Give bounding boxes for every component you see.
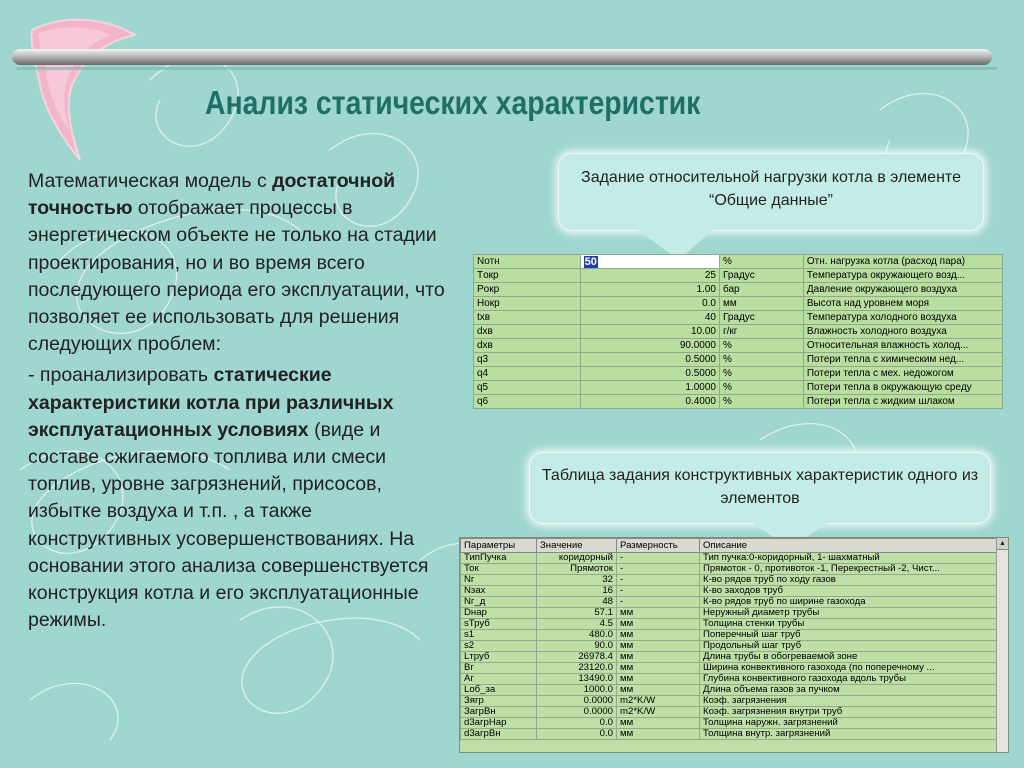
value-cell[interactable]: 26978.4 — [537, 652, 617, 663]
param-cell[interactable]: Nг — [461, 575, 537, 586]
column-header[interactable]: Размерность — [617, 539, 700, 553]
table-row[interactable] — [474, 367, 1003, 381]
value-cell[interactable]: 90.0 — [537, 641, 617, 652]
unit-cell[interactable]: % — [720, 255, 804, 269]
param-cell[interactable]: Lтруб — [461, 652, 537, 663]
table-row[interactable] — [461, 575, 997, 586]
param-cell[interactable]: ЗагрВн — [461, 707, 537, 718]
description-cell[interactable]: Неружный диаметр трубы — [700, 608, 997, 619]
unit-cell[interactable]: - — [617, 575, 700, 586]
value-cell[interactable]: 90.0000 — [580, 339, 719, 353]
table-row[interactable] — [474, 269, 1003, 283]
unit-cell[interactable]: мм — [617, 652, 700, 663]
param-cell[interactable]: sТруб — [461, 619, 537, 630]
description-cell[interactable]: Относительная влажность холод... — [803, 339, 1002, 353]
unit-cell[interactable]: мм — [617, 674, 700, 685]
unit-cell[interactable]: мм — [617, 641, 700, 652]
paragraph-model: Математическая модель с достаточной точностью отображает процессы в энергетическом объекте не только на стадии проектирования, но и во время всего последующего периода его эксплуатации, что позволяет ее использовать для решения следующих проблем: — [28, 170, 445, 356]
bold-accuracy: достаточной точностью — [28, 170, 396, 220]
unit-cell[interactable]: г/кг — [720, 325, 804, 339]
param-cell[interactable]: s2 — [461, 641, 537, 652]
description-cell[interactable]: Прямоток - 0, противоток -1, Перекрестный -2, Чист... — [700, 564, 997, 575]
value-cell[interactable]: 1.0000 — [580, 381, 719, 395]
vertical-scrollbar[interactable] — [996, 538, 1008, 752]
description-cell[interactable]: Высота над уровнем моря — [803, 297, 1002, 311]
description-cell[interactable]: К-во заходов труб — [700, 586, 997, 597]
unit-cell[interactable]: мм — [617, 630, 700, 641]
general-data-table — [473, 254, 1003, 409]
value-cell[interactable]: 1000.0 — [537, 685, 617, 696]
unit-cell[interactable]: % — [720, 339, 804, 353]
param-cell[interactable]: Tокр — [474, 269, 581, 283]
param-cell[interactable]: ТипПучка — [461, 553, 537, 564]
param-cell[interactable]: s1 — [461, 630, 537, 641]
callout-relative-load-text: Задание относительной нагрузки котла в элементе “Общие данные” — [581, 169, 961, 209]
param-cell[interactable]: Ток — [461, 564, 537, 575]
value-cell[interactable]: 0.0 — [537, 729, 617, 740]
description-cell[interactable]: Толщина стенки трубы — [700, 619, 997, 630]
unit-cell[interactable]: мм — [617, 718, 700, 729]
param-cell[interactable]: Вг — [461, 663, 537, 674]
table-row[interactable] — [461, 608, 997, 619]
unit-cell[interactable]: m2*K/W — [617, 696, 700, 707]
table-row[interactable] — [474, 283, 1003, 297]
value-cell[interactable]: 32 — [537, 575, 617, 586]
param-cell[interactable]: Nг_д — [461, 597, 537, 608]
unit-cell[interactable]: мм — [617, 608, 700, 619]
column-header[interactable]: Описание — [700, 539, 997, 553]
value-cell[interactable]: 0.5000 — [580, 367, 719, 381]
description-cell[interactable]: К-во рядов труб по ходу газов — [700, 575, 997, 586]
param-cell[interactable]: txв — [474, 311, 581, 325]
table-row[interactable] — [474, 311, 1003, 325]
table-row[interactable] — [461, 718, 997, 729]
param-cell[interactable]: Аг — [461, 674, 537, 685]
table-row[interactable] — [461, 707, 997, 718]
value-cell[interactable]: 4.5 — [537, 619, 617, 630]
description-cell[interactable]: Температура окружающего возд... — [803, 269, 1002, 283]
description-cell[interactable]: Давление окружающего воздуха — [803, 283, 1002, 297]
table-row[interactable] — [461, 619, 997, 630]
table-row[interactable] — [461, 597, 997, 608]
param-cell[interactable]: dxв — [474, 325, 581, 339]
page-title: Анализ статических характеристик — [205, 84, 701, 121]
unit-cell[interactable]: % — [720, 381, 804, 395]
unit-cell[interactable]: - — [617, 586, 700, 597]
unit-cell[interactable]: Градус — [720, 311, 804, 325]
value-cell[interactable]: 480.0 — [537, 630, 617, 641]
selected-value[interactable]: 50 — [584, 255, 597, 268]
param-cell[interactable]: Nотн — [474, 255, 581, 269]
unit-cell[interactable]: - — [617, 597, 700, 608]
description-cell[interactable]: Толщина внутр. загрязнений — [700, 729, 997, 740]
title-bar-rule — [12, 43, 1000, 71]
design-characteristics-grid — [459, 537, 1009, 753]
param-cell[interactable]: Hокр — [474, 297, 581, 311]
param-cell[interactable]: q3 — [474, 353, 581, 367]
param-cell[interactable]: d3агрНар — [461, 718, 537, 729]
description-cell[interactable]: Температура холодного воздуха — [803, 311, 1002, 325]
unit-cell[interactable]: Градус — [720, 269, 804, 283]
description-cell[interactable]: К-во рядов труб по ширине газохода — [700, 597, 997, 608]
table-row[interactable] — [474, 255, 1003, 269]
unit-cell[interactable]: - — [617, 553, 700, 564]
unit-cell[interactable]: мм — [617, 685, 700, 696]
table-row[interactable] — [461, 586, 997, 597]
column-header[interactable]: Параметры — [461, 539, 537, 553]
param-cell[interactable]: Nзах — [461, 586, 537, 597]
param-cell[interactable]: Dнар — [461, 608, 537, 619]
slide-body-text — [28, 168, 448, 638]
unit-cell[interactable]: % — [720, 353, 804, 367]
table-row[interactable] — [474, 353, 1003, 367]
table-row[interactable] — [474, 297, 1003, 311]
description-cell[interactable]: Поперечный шаг труб — [700, 630, 997, 641]
value-cell[interactable] — [580, 255, 719, 269]
description-cell[interactable]: Потери тепла с жидким шлаком — [803, 395, 1002, 409]
value-cell[interactable]: 48 — [537, 597, 617, 608]
description-cell[interactable]: Потери тепла в окружающую среду — [803, 381, 1002, 395]
value-cell[interactable]: коридорный — [537, 553, 617, 564]
table-row[interactable] — [474, 339, 1003, 353]
table-row[interactable] — [461, 553, 997, 564]
table-row[interactable] — [474, 325, 1003, 339]
table-row[interactable] — [461, 729, 997, 740]
value-cell[interactable]: 23120.0 — [537, 663, 617, 674]
value-cell[interactable]: 0.0000 — [537, 696, 617, 707]
param-cell[interactable]: q4 — [474, 367, 581, 381]
unit-cell[interactable]: мм — [617, 729, 700, 740]
description-cell[interactable]: Продольный шаг труб — [700, 641, 997, 652]
paragraph-analysis: - проанализировать статические характеристики котла при различных эксплуатационных условиях (виде и составе сжигаемого топлива или смеси топлив, уровне загрязнений, присосов, избытке воздуха и т.п. , а также конструктивных усовершенствованиях. На основании этого анализа совершенствуется конструкция котла и его эксплуатационные режимы. — [28, 364, 429, 632]
table-row[interactable] — [474, 395, 1003, 409]
unit-cell[interactable]: m2*K/W — [617, 707, 700, 718]
description-cell[interactable]: Коэф. загрязнения внутри труб — [700, 707, 997, 718]
unit-cell[interactable]: мм — [720, 297, 804, 311]
description-cell[interactable]: Толщина наружн. загрязнений — [700, 718, 997, 729]
description-cell[interactable]: Глубина конвективного газохода вдоль трубы — [700, 674, 997, 685]
value-cell[interactable]: 0.5000 — [580, 353, 719, 367]
bold-static-characteristics: статические характеристики котла при различных эксплуатационных условиях — [28, 364, 394, 441]
param-cell[interactable]: dxв — [474, 339, 581, 353]
value-cell[interactable]: 0.0 — [537, 718, 617, 729]
scroll-up-icon[interactable]: ▲ — [997, 538, 1008, 550]
value-cell[interactable]: Прямоток — [537, 564, 617, 575]
description-cell[interactable]: Отн. нагрузка котла (расход пара) — [803, 255, 1002, 269]
description-cell[interactable]: Тип пучка:0-коридорный, 1- шахматный — [700, 553, 997, 564]
param-cell[interactable]: d3агрВн — [461, 729, 537, 740]
table-row[interactable] — [461, 641, 997, 652]
callout-design-table-text: Таблица задания конструктивных характеристик одного из элементов — [541, 467, 979, 507]
value-cell[interactable]: 40 — [580, 311, 719, 325]
param-cell[interactable]: Зягр — [461, 696, 537, 707]
table-row[interactable] — [461, 674, 997, 685]
unit-cell[interactable]: мм — [617, 619, 700, 630]
param-cell[interactable]: Lоб_за — [461, 685, 537, 696]
callout-relative-load — [558, 153, 984, 231]
param-cell[interactable]: q6 — [474, 395, 581, 409]
table-row[interactable] — [461, 630, 997, 641]
callout-design-table — [529, 452, 991, 524]
table-row[interactable] — [461, 696, 997, 707]
design-characteristics-table — [460, 538, 997, 740]
table-row[interactable] — [461, 685, 997, 696]
description-cell[interactable]: Потери тепла с мех. недожогом — [803, 367, 1002, 381]
param-cell[interactable]: Pокр — [474, 283, 581, 297]
table-row[interactable] — [461, 564, 997, 575]
description-cell[interactable]: Ширина конвективного газохода (по поперечному ... — [700, 663, 997, 674]
unit-cell[interactable]: бар — [720, 283, 804, 297]
description-cell[interactable]: Потери тепла с химическим нед... — [803, 353, 1002, 367]
value-cell[interactable]: 25 — [580, 269, 719, 283]
description-cell[interactable]: Коэф. загрязнения — [700, 696, 997, 707]
description-cell[interactable]: Длина объема газов за пучком — [700, 685, 997, 696]
description-cell[interactable]: Длина трубы в обогреваемой зоне — [700, 652, 997, 663]
value-cell[interactable]: 57.1 — [537, 608, 617, 619]
value-cell[interactable]: 1.00 — [580, 283, 719, 297]
value-cell[interactable]: 0.0 — [580, 297, 719, 311]
value-cell[interactable]: 16 — [537, 586, 617, 597]
unit-cell[interactable]: - — [617, 564, 700, 575]
unit-cell[interactable]: % — [720, 395, 804, 409]
value-cell[interactable]: 0.4000 — [580, 395, 719, 409]
unit-cell[interactable]: % — [720, 367, 804, 381]
param-cell[interactable]: q5 — [474, 381, 581, 395]
table-row[interactable] — [461, 652, 997, 663]
value-cell[interactable]: 13490.0 — [537, 674, 617, 685]
unit-cell[interactable]: мм — [617, 663, 700, 674]
table-row[interactable] — [474, 381, 1003, 395]
column-header[interactable]: Значение — [537, 539, 617, 553]
value-cell[interactable]: 10.00 — [580, 325, 719, 339]
value-cell[interactable]: 0.0000 — [537, 707, 617, 718]
description-cell[interactable]: Влажность холодного воздуха — [803, 325, 1002, 339]
table-row[interactable] — [461, 663, 997, 674]
